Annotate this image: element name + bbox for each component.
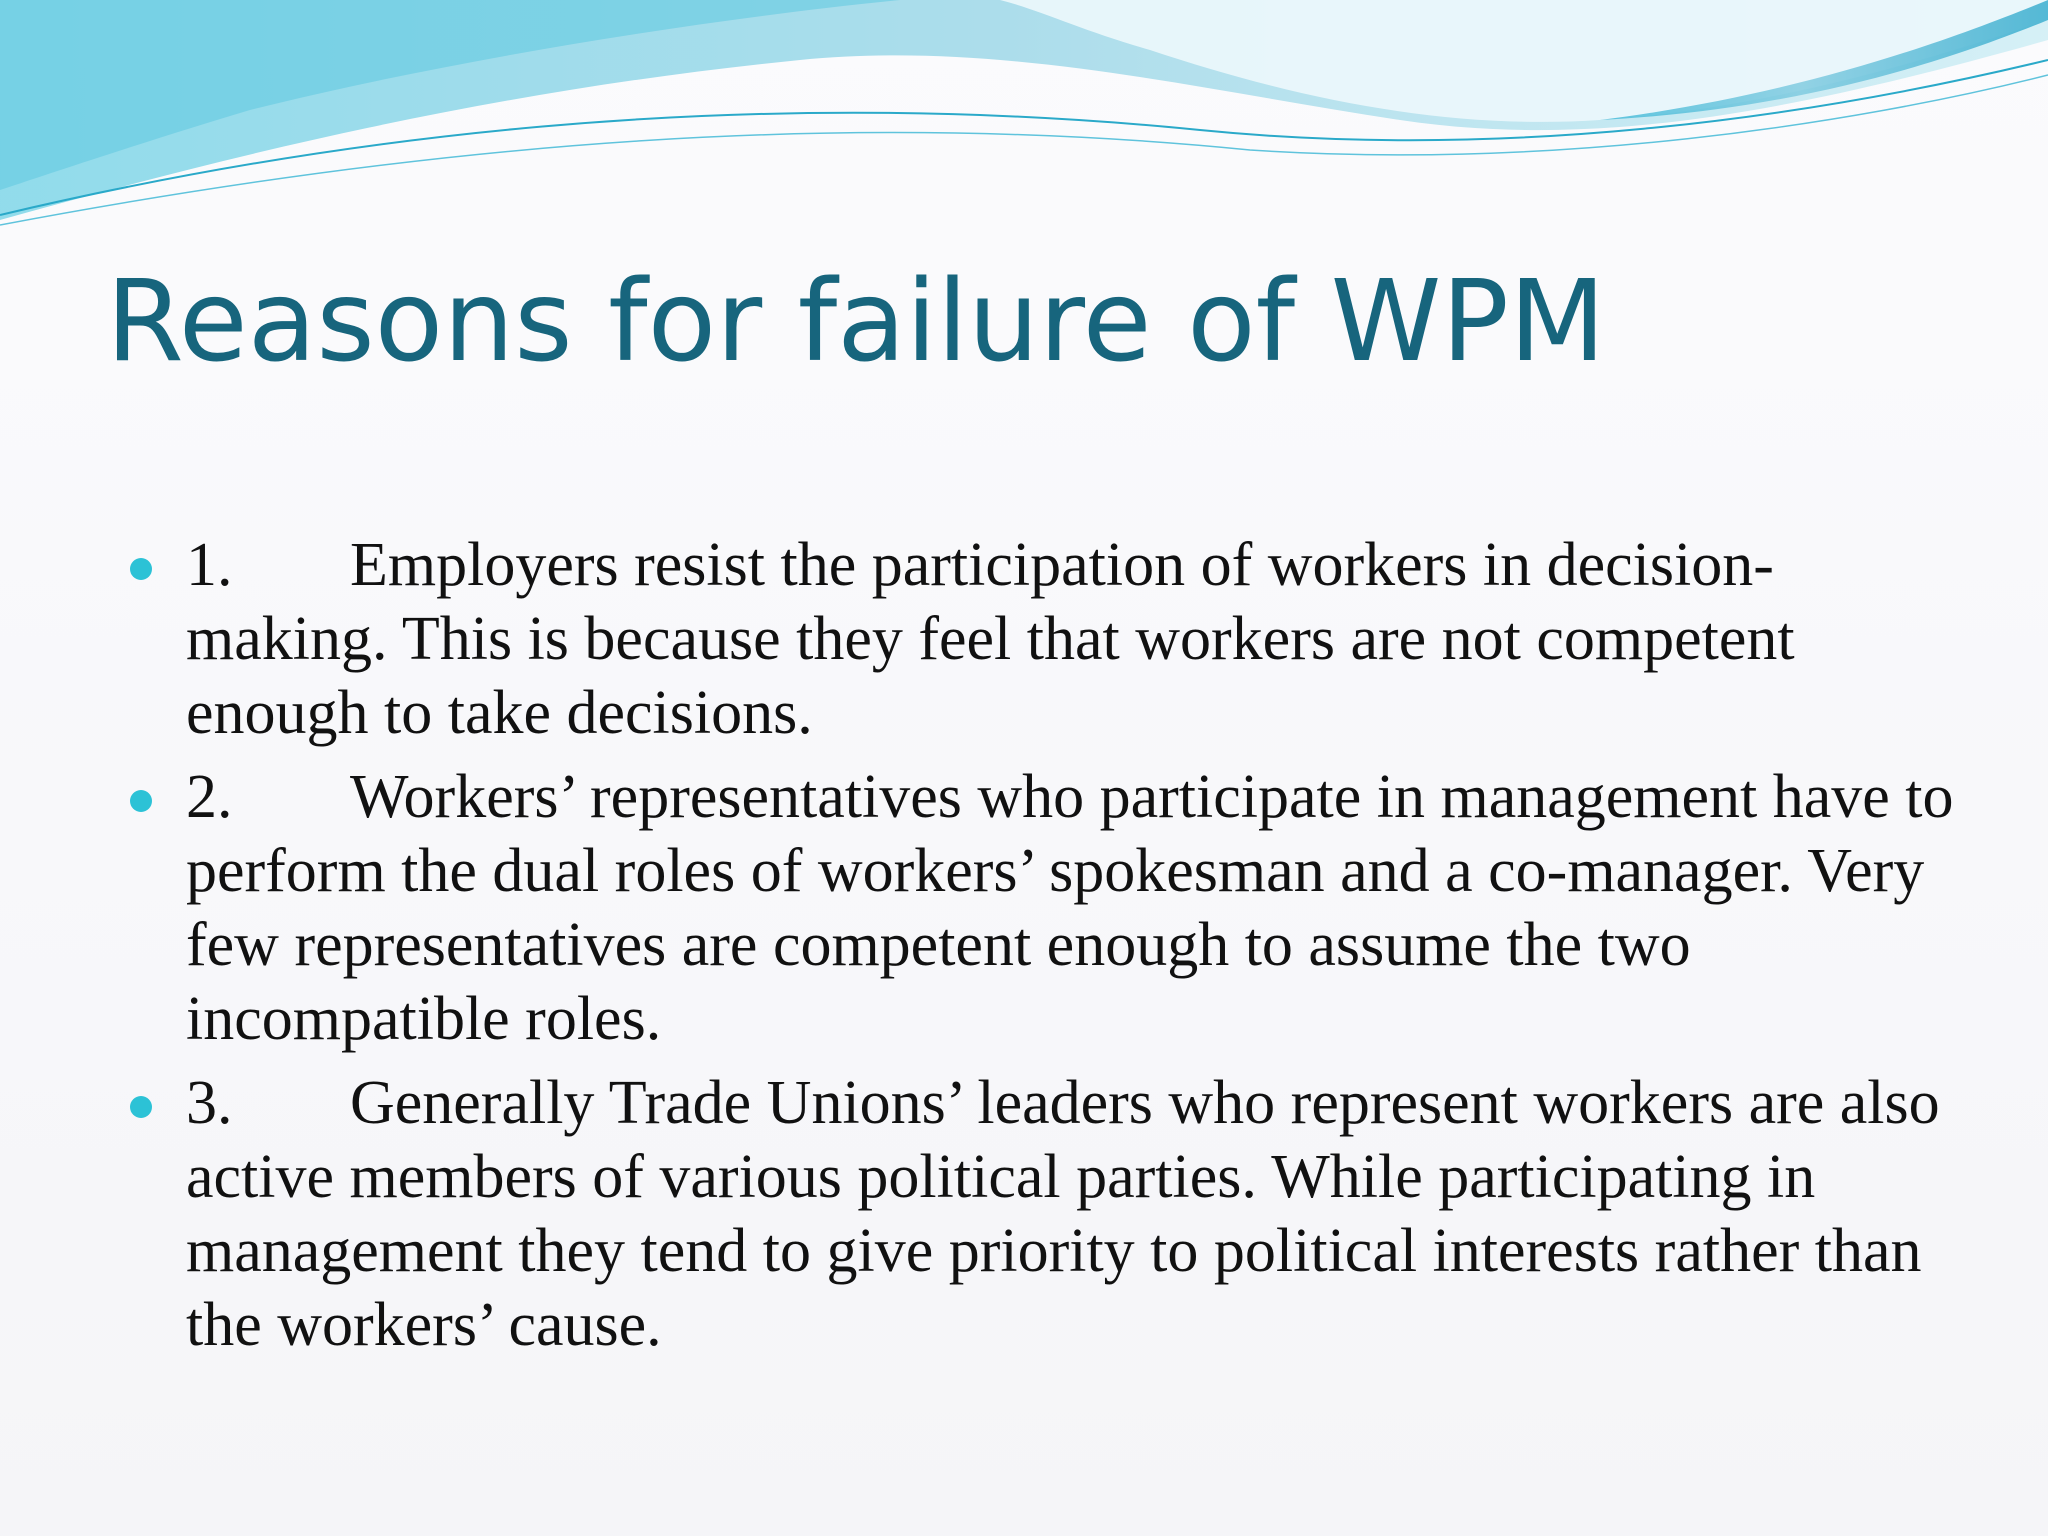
bullet-number: 1. — [186, 531, 233, 599]
slide-title: Reasons for failure of WPM — [106, 257, 1606, 387]
header-wave-decoration — [0, 0, 2048, 240]
bullet-item-3 — [130, 1066, 1960, 1362]
bullet-number: 2. — [186, 763, 233, 831]
bullet-item-1 — [130, 528, 1960, 750]
bullet-text: Workers’ representatives who participate in management have to perform the dual roles of workers’ spokesman and a co-manager. Very few representatives are competent enough to assume the two incompatible roles. — [186, 763, 1954, 1053]
bullet-text: Generally Trade Unions’ leaders who represent workers are also active members of various political parties. While participating in management they tend to give priority to political interests rather than the workers’ cause. — [186, 1069, 1940, 1359]
bullet-dot-icon — [130, 558, 152, 580]
bullet-text: Employers resist the participation of workers in decision-making. This is because they feel that workers are not competent enough to take decisions. — [186, 531, 1795, 747]
bullet-dot-icon — [130, 790, 152, 812]
bullet-list — [130, 528, 1960, 1372]
bullet-item-2 — [130, 760, 1960, 1056]
bullet-number: 3. — [186, 1069, 233, 1137]
bullet-dot-icon — [130, 1096, 152, 1118]
